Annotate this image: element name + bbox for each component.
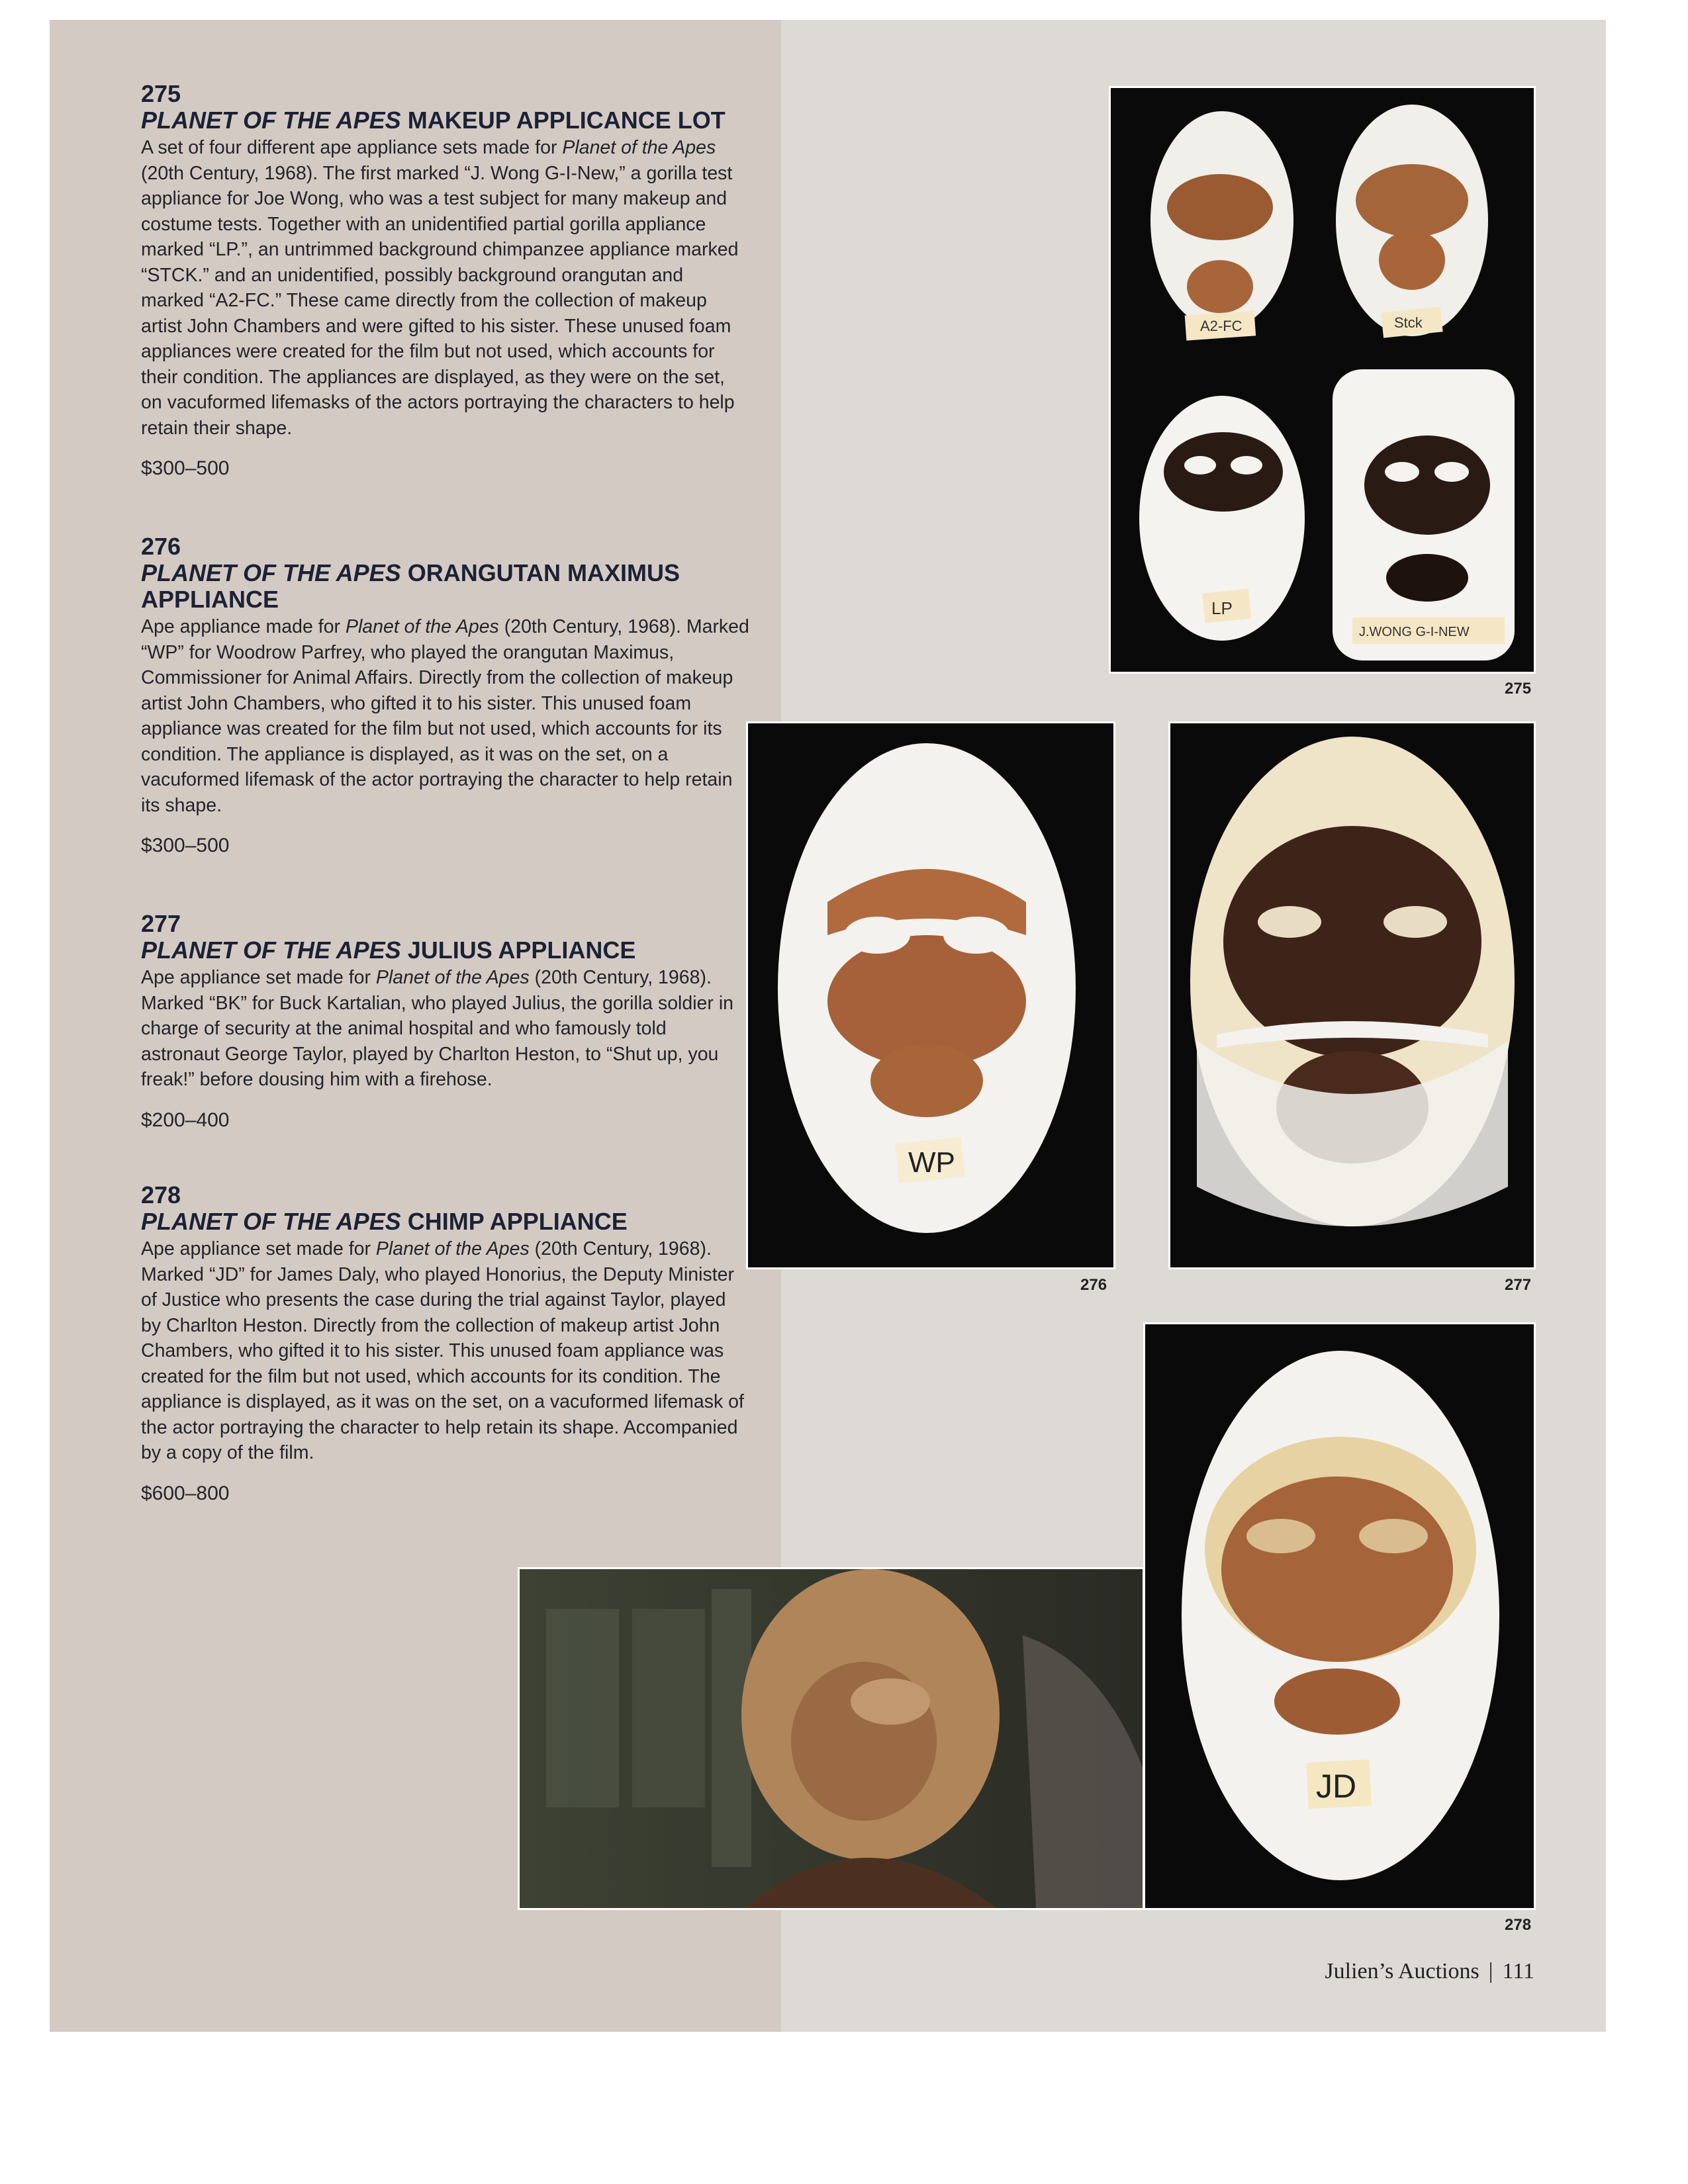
mask-label-stck: Stck	[1394, 314, 1423, 331]
page-number: 111	[1502, 1959, 1534, 1983]
lot-title-rest: MAKEUP APPLICANCE LOT	[400, 107, 726, 134]
lot-description	[141, 614, 750, 818]
desc-part: (20th Century, 1968). Marked “BK” for Buck Kartalian, who played Julius, the gorilla soldier in charge of security at the animal hospital and who famously told astronaut George Taylor, played by Charlton Heston, to “Shut up, you freak!” before dousing him with a firehose.	[141, 967, 733, 1090]
footer-separator: |	[1488, 1959, 1493, 1983]
caption-276: 276	[1080, 1276, 1107, 1294]
desc-part: Ape appliance made for	[141, 616, 346, 637]
lot-title	[141, 937, 750, 964]
desc-part: Ape appliance set made for	[141, 1238, 376, 1259]
lot-278	[141, 1182, 750, 1506]
desc-part: (20th Century, 1968). The first marked “J. Wong G-I-New,” a gorilla test appliance for Joe Wong, who was a test subject for many makeup and costume tests. Together with an unidentified partial gorilla appliance marked “LP.”, an untrimmed background chimpanzee appliance marked “STCK.” and an unidentified, possibly background orangutan and marked “A2-FC.” These came directly from the collection of makeup artist John Chambers and were gifted to his sister. These unused foam appliances were created for the film but not used, which accounts for their condition. The appliances are displayed, as they were on the set, on vacuformed lifemasks of the actors portraying the characters to help retain their shape.	[141, 162, 739, 439]
lot-number: 277	[141, 910, 181, 937]
lot-title-rest: ORANGUTAN MAXIMUS APPLIANCE	[141, 559, 680, 613]
lot-number: 276	[141, 533, 181, 560]
lot-estimate: $200–400	[141, 1109, 230, 1131]
lot-title	[141, 107, 750, 134]
mask-label-lp: LP	[1211, 598, 1233, 618]
photo-lot-276	[746, 721, 1115, 1269]
lot-title-italic: PLANET OF THE APES	[141, 1208, 401, 1235]
caption-278: 278	[1505, 1916, 1532, 1934]
lot-title-rest: CHIMP APPLIANCE	[400, 1208, 628, 1235]
film-still-image	[520, 1569, 1143, 1908]
lot-title-italic: PLANET OF THE APES	[141, 559, 401, 586]
lot-title-italic: PLANET OF THE APES	[141, 936, 401, 964]
mask-label-a2fc: A2-FC	[1200, 318, 1243, 334]
photo-lot-275	[1109, 86, 1536, 674]
lot-title	[141, 560, 710, 613]
lot-estimate: $600–800	[141, 1482, 230, 1504]
desc-part: (20th Century, 1968). Marked “WP” for Woodrow Parfrey, who played the orangutan Maximus, Commissioner for Animal Affairs. Directly from the collection of makeup artist John Chambers, who gifted it to his sister. This unused foam appliance was created for the film but not used, which accounts for its condition. The appliance is displayed, as it was on the set, on a vacuformed lifemask of the actor portraying the character to help retain its shape.	[141, 616, 749, 816]
lot-estimate: $300–500	[141, 835, 230, 856]
page-footer	[1325, 1959, 1534, 1984]
photo-lot-277	[1168, 721, 1536, 1269]
four-masks-image	[1111, 88, 1534, 672]
lot-description	[141, 1236, 750, 1466]
caption-275: 275	[1505, 680, 1532, 698]
caption-277: 277	[1505, 1276, 1532, 1294]
lot-number: 278	[141, 1181, 181, 1208]
lot-title-italic: PLANET OF THE APES	[141, 107, 401, 134]
lot-description	[141, 135, 750, 441]
desc-film-title: Planet of the Apes	[345, 616, 499, 637]
mask-label-jwong: J.WONG G-I-NEW	[1359, 625, 1470, 639]
lot-276	[141, 533, 750, 858]
film-still-photo	[518, 1567, 1145, 1910]
lot-277	[141, 911, 750, 1132]
footer-brand: Julien’s Auctions	[1325, 1959, 1479, 1983]
desc-part: (20th Century, 1968). Marked “JD” for James Daly, who played Honorius, the Deputy Minister of Justice who presents the case during the trial against Taylor, played by Charlton Heston. Directly from the collection of makeup artist John Chambers, who gifted it to his sister. This unused foam appliance was created for the film but not used, which accounts for its condition. The appliance is displayed, as it was on the set, on a vacuformed lifemask of the actor portraying the character to help retain its shape. Accompanied by a copy of the film.	[141, 1238, 744, 1463]
lot-275	[141, 81, 750, 480]
chimp-mask-image	[1145, 1324, 1534, 1908]
desc-part: A set of four different ape appliance sets made for	[141, 137, 563, 158]
desc-film-title: Planet of the Apes	[375, 1238, 530, 1259]
lot-title-rest: JULIUS APPLIANCE	[400, 936, 636, 964]
gorilla-mask-image	[1170, 723, 1534, 1267]
photo-lot-278	[1143, 1322, 1536, 1910]
desc-film-title: Planet of the Apes	[375, 967, 530, 988]
lot-title	[141, 1208, 750, 1235]
mask-label-wp: WP	[908, 1146, 955, 1179]
lot-number: 275	[141, 80, 181, 107]
mask-label-jd: JD	[1316, 1768, 1357, 1805]
lot-description	[141, 965, 750, 1093]
orangutan-mask-image	[748, 723, 1113, 1267]
desc-film-title: Planet of the Apes	[562, 137, 716, 158]
lot-estimate: $300–500	[141, 457, 230, 479]
desc-part: Ape appliance set made for	[141, 967, 376, 988]
